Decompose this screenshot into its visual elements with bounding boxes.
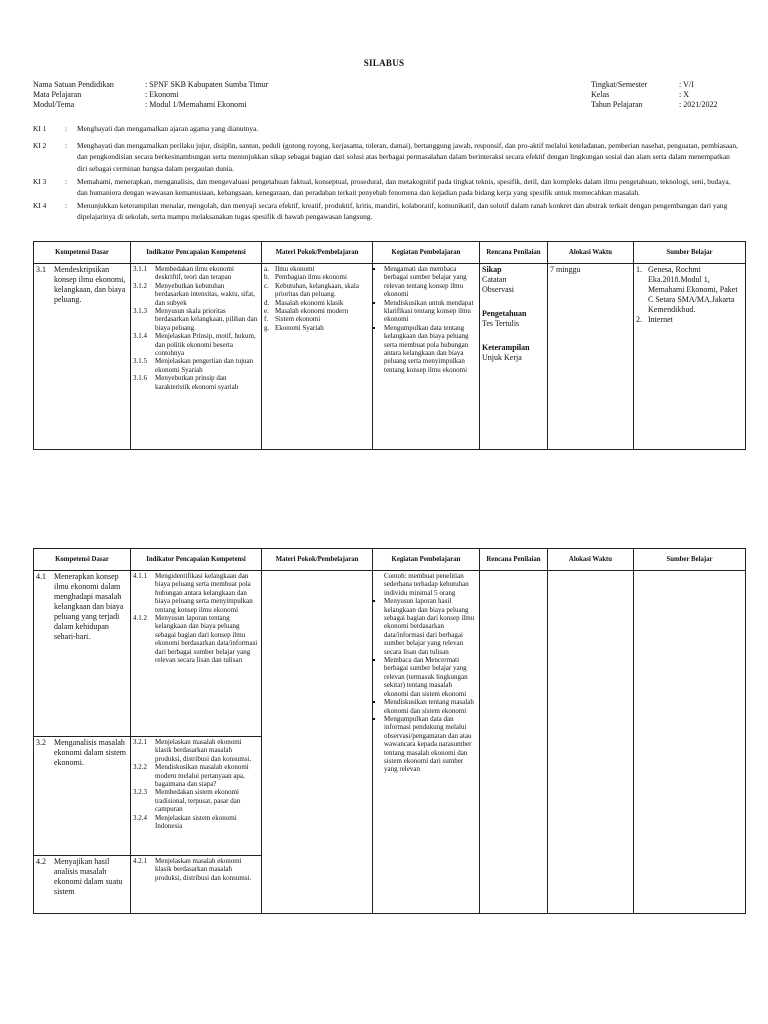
meta-label: Nama Satuan Pendidikan — [33, 80, 114, 89]
header-indikator: Indikator Pencapaian Kompetensi — [131, 242, 262, 264]
sumber-text: Internet — [648, 315, 673, 324]
indicator-cell — [131, 856, 262, 914]
indicator-number: 3.2.4 — [133, 813, 147, 822]
materi-text: Masalah ekonomi modern — [275, 307, 349, 316]
header-sumber-belajar: Sumber Belajar — [634, 549, 746, 571]
sumber-cell — [634, 264, 746, 450]
header-rencana-penilaian: Rencana Penilaian — [480, 549, 548, 571]
ki-label: KI 1 — [33, 124, 47, 133]
kd-cell — [34, 571, 131, 737]
core-competencies — [33, 123, 738, 225]
kd-text: Menerapkan konsep ilmu ekonomi dalam menghadapi masalah kelangkaan dan biaya peluang yang terjadi dalam kehidupan sehari-hari. — [54, 572, 124, 641]
indicator-text: Menjelaskan Prinsip, motif, hukum, dan politik ekonomi beserta contohnya — [155, 332, 256, 358]
indicator-text: Membedakan ilmu ekonomi deskriftif, teori dan terapan — [155, 265, 234, 282]
header-kegiatan: Kegiatan Pembelajaran — [373, 242, 480, 264]
indicator-number: 3.1.5 — [133, 357, 147, 366]
penilaian-heading: Sikap — [482, 265, 502, 274]
materi-text: Sistem ekonomi — [275, 315, 321, 324]
kegiatan-item: ▪ Mengumpulkan data tentang kelangkaan dan biaya peluang serta membuat pola hubungan antara kelangkaan dan biaya peluang serta menyimpulkan tentang konsep ilmu ekonomi — [384, 324, 477, 374]
indicator-cell — [131, 737, 262, 856]
syllabus-table-1 — [33, 241, 746, 450]
materi-cell — [262, 571, 373, 914]
penilaian-item: Tes Tertulis — [482, 319, 520, 328]
materi-cell — [262, 264, 373, 450]
ki-label: KI 4 — [33, 201, 47, 211]
alokasi-cell — [548, 571, 634, 914]
header-materi: Materi Pokok/Pembelajaran — [262, 549, 373, 571]
ki-text: Menghayati dan mengamalkan perilaku jujur, disiplin, santun, peduli (gotong royong, kerjasama, toleran, damai), bertanggung jawab, responsif, dan pro-aktif melalui keteladanan, pemberian nasehat, penguatan, pembiasaan, dan pengkondisian secara berkesinambungan serta menunjukkan sikap sebagai bagian dari solusi atas berbagai permasalahan dalam berinteraksi secara efektif dengan lingkungan sosial dan alam serta dalam menempatkan diri sebagai cerminan bangsa dalam pergaulan dunia. — [77, 141, 738, 173]
penilaian-heading: Keterampilan — [482, 343, 530, 352]
ki-colon: : — [65, 124, 68, 133]
meta-value: : SPNF SKB Kabupaten Sumba Timur — [145, 80, 269, 89]
kegiatan-cell — [373, 264, 480, 450]
materi-text: Ilmu ekonomi — [275, 265, 315, 273]
kd-text: Menganalisis masalah ekonomi dalam sistem ekonomi. — [54, 738, 126, 767]
meta-value: : Modul 1/Memahami Ekonomi — [145, 100, 247, 109]
header-kompetensi-dasar: Kompetensi Dasar — [34, 242, 131, 264]
meta-label: Kelas — [591, 90, 610, 99]
indicator-cell — [131, 571, 262, 737]
alokasi-cell: 7 minggu — [548, 264, 634, 450]
header-alokasi-waktu: Alokasi Waktu — [548, 242, 634, 264]
kegiatan-item: ▪ Mengamati dan membaca berbagai sumber belajar yang relevan tentang konsep ilmu ekonomi — [384, 265, 477, 299]
meta-label: Modul/Tema — [33, 100, 75, 109]
indicator-number: 4.2.1 — [133, 857, 147, 865]
meta-value: : Ekonomi — [145, 90, 179, 99]
kd-number: 4.1 — [36, 572, 46, 581]
ki-text: Menghayati dan mengamalkan ajaran agama yang dianutnya. — [77, 124, 259, 133]
header-alokasi-waktu: Alokasi Waktu — [548, 549, 634, 571]
ki-text: Menunjukkan keterampilan menalar, mengolah, dan menyaji secara efektif, kreatif, produktif, kritis, mandiri, kolaboratif, komunikatif, dan solutif dalam ranah konkret dan abstrak terkait dengan pengembangan dari yang dipelajarinya di sekolah, serta mampu melaksanakan tugas spesifik di bawah pengawasan langsung. — [77, 201, 728, 222]
indicator-number: 4.1.1 — [133, 572, 147, 580]
kd-number: 3.2 — [36, 738, 46, 747]
ki-text: Memahami, menerapkan, menganalisis, dan mengevaluasi pengetahuan faktual, konseptual, prosedural, dan metakognitif pada tingkat teknis, spesifik, detil, dan kompleks dalam ilmu pengetahuan, teknologi, seni, budaya, dan humaniora dengan wawasan kemanusiaan, kebangsaan, kenegaraan, dan peradaban terkait penyebab fenomena dan kejadian pada bidang kerja yang spesifik untuk memecahkan masalah. — [77, 176, 731, 198]
materi-letter: d. — [264, 298, 270, 307]
indicator-number: 3.1.3 — [133, 307, 147, 316]
indicator-number: 4.1.2 — [133, 614, 147, 623]
meta-value: : X — [679, 90, 689, 99]
indicator-number: 3.1.1 — [133, 265, 147, 273]
meta-value: : 2021/2022 — [679, 100, 718, 109]
header-kompetensi-dasar: Kompetensi Dasar — [34, 549, 131, 571]
ki-colon: : — [65, 201, 68, 211]
indicator-text: Membedakan sistem ekonomi tradisional, terpusat, pasar dan campuran — [155, 788, 241, 814]
indicator-text: Mengidentifikasi kelangkaan dan biaya peluang serta membuat pola hubungan antara kelangkaan dan biaya peluang serta menyimpulkan tentang konsep ilmu ekonomi — [155, 572, 253, 614]
identity-left — [33, 80, 333, 110]
indicator-number: 3.2.3 — [133, 788, 147, 797]
meta-value: : V/I — [679, 80, 694, 89]
kegiatan-item: ▪ Mendiskusikan tentang masalah ekonomi dan sistem ekonomi — [384, 698, 477, 715]
kd-number: 4.2 — [36, 857, 46, 866]
header-materi: Materi Pokok/Pembelajaran — [262, 242, 373, 264]
indicator-text: Menyusun laporan tentang kelangkaan dan biaya peluang sebagai bagian dari konsep ilmu ekonomi berdasarkan data/informasi dari berbagai sumber belajar yang relevan secara lisan dan tulisan — [155, 614, 258, 665]
kd-text: Mendeskripsikan konsep ilmu ekonomi, kelangkaan, dan biaya peluang. — [54, 265, 126, 304]
meta-label: Mata Pelajaran — [33, 90, 82, 99]
kegiatan-item: ▪ Mengumpulkan data dan informasi pendukung melalui observasi/pengamatan dan atau wawancara kepada narasumber tentang masalah ekonomi dan sistem ekonomi dari sumber yang relevan — [384, 715, 477, 774]
page-title: SILABUS — [363, 58, 405, 68]
penilaian-item: Catatan — [482, 275, 507, 284]
kd-text: Menyajikan hasil analisis masalah ekonomi dalam suatu sistem — [54, 857, 123, 896]
sumber-cell — [634, 571, 746, 914]
penilaian-cell — [480, 571, 548, 914]
kegiatan-item: ▪ Menyusun laporan hasil kelangkaan dan biaya peluang sebagai bagian dari konsep ilmu ekonomi berdasarkan data/informasi dari berbagai sumber belajar yang relevan secara lisan dan tulisan — [384, 597, 477, 656]
syllabus-table-2 — [33, 548, 746, 914]
indicator-text: Menyebutkan prinsip dan karakteristik ekonomi syariah — [155, 374, 239, 391]
materi-letter: f. — [264, 315, 269, 324]
identity-right — [591, 80, 741, 110]
indicator-text: Mendiskusikan masalah ekonomi modern melalui pertanyaan apa, bagaimana dan siapa? — [155, 763, 249, 789]
materi-text: Ekonomi Syariah — [275, 323, 324, 332]
penilaian-item: Observasi — [482, 285, 514, 294]
indicator-text: Menjelaskan masalah ekonomi klasik berdasarkan masalah produksi, distribusi dan konsumsi. — [155, 857, 252, 882]
sumber-number: 2. — [636, 315, 642, 324]
meta-label: Tingkat/Semester — [591, 80, 648, 89]
materi-letter: a. — [264, 265, 269, 273]
indicator-number: 3.2.1 — [133, 738, 147, 746]
ki-label: KI 2 — [33, 141, 47, 151]
kd-cell — [34, 737, 131, 856]
kd-cell — [34, 856, 131, 914]
penilaian-cell — [480, 264, 548, 450]
penilaian-heading: Pengetahuan — [482, 309, 527, 318]
indicator-text: Menjelaskan masalah ekonomi klasik berdasarkan masalah produksi, distribusi dan konsumsi. — [155, 738, 252, 763]
indicator-text: Menjelaskan pengertian dan tujuan ekonomi Syariah — [155, 357, 254, 374]
sumber-text: Genesa, Rochmi Eka.2018.Modul 1, Memahami Ekonomi, Paket C Setara SMA/MA.Jakarta Kemendikbud. — [648, 265, 738, 314]
indicator-text: Menyebutkan kebutuhan berdasarkan intensitas, waktu, sifat, dan subyek — [155, 281, 255, 307]
indicator-number: 3.1.6 — [133, 374, 147, 383]
header-kegiatan: Kegiatan Pembelajaran — [373, 549, 480, 571]
kegiatan-intro: Contoh: membuat penelitian sederhana terhadap kebutuhan individu minimal 5 orang — [384, 572, 469, 597]
materi-text: Masalah ekonomi klasik — [275, 298, 344, 307]
indicator-number: 3.1.2 — [133, 281, 147, 290]
materi-letter: g. — [264, 323, 270, 332]
penilaian-item: Unjuk Kerja — [482, 353, 522, 362]
materi-letter: b. — [264, 273, 270, 282]
meta-label: Tahun Pelajaran — [591, 100, 643, 109]
header-rencana-penilaian: Rencana Penilaian — [480, 242, 548, 264]
indicator-number: 3.2.2 — [133, 763, 147, 772]
sumber-number: 1. — [636, 265, 642, 274]
ki-colon: : — [65, 176, 68, 186]
materi-letter: c. — [264, 281, 269, 290]
materi-text: Pembagian ilmu ekonomi — [275, 273, 347, 282]
header-indikator: Indikator Pencapaian Kompetensi — [131, 549, 262, 571]
kd-number: 3.1 — [36, 265, 46, 274]
indicator-text: Menjelaskan sistem ekonomi Indonesia — [155, 813, 237, 831]
header-sumber-belajar: Sumber Belajar — [634, 242, 746, 264]
indicator-number: 3.1.4 — [133, 332, 147, 341]
kd-cell — [34, 264, 131, 450]
ki-label: KI 3 — [33, 176, 47, 186]
materi-text: Kebutuhan, kelangkaan, skala prioritas dan peluang. — [275, 281, 359, 299]
kegiatan-item: ▪ Membaca dan Mencermati berbagai sumber belajar yang relevan (termasuk lingkungan sekitar) tentang masalah ekonomi dan sistem ekonomi — [384, 656, 477, 698]
indicator-text: Menyusun skala prioritas berdasarkan kelangkaan, pilihan dan biaya peluang. — [155, 307, 258, 332]
materi-letter: e. — [264, 307, 269, 316]
indicator-cell — [131, 264, 262, 450]
kegiatan-item: ▪ Mendiskusikan untuk mendapat klarifikasi tentang konsep ilmu ekonomi — [384, 299, 477, 324]
ki-colon: : — [65, 141, 68, 151]
kegiatan-cell — [373, 571, 480, 914]
